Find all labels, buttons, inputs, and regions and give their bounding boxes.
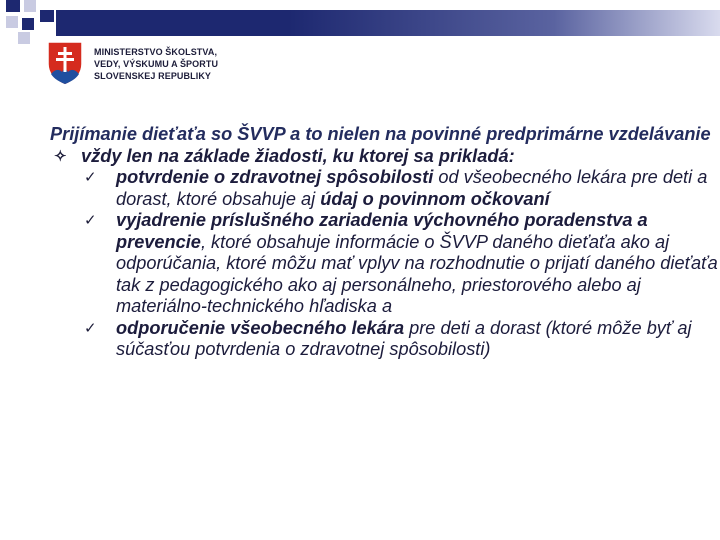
item-3-bold: odporučenie všeobecného lekára: [116, 317, 405, 338]
item-2-bold: vyjadrenie príslušného zariadenia výchovného poradenstva a prevencie: [116, 210, 648, 252]
item-3-text: pre deti a dorast (ktoré môže byť aj súčasťou potvrdenia o zdravotnej spôsobilosti): [116, 317, 692, 359]
ministry-line-1: MINISTERSTVO ŠKOLSTVA,: [94, 47, 218, 57]
list-item-1: [50, 167, 718, 210]
list-item-3: [50, 318, 718, 361]
item-1-bold-emphasis: údaj o povinnom očkovaní: [320, 188, 550, 209]
header-bar: [56, 10, 720, 36]
item-1-text: od všeobecného lekára pre deti a dorast, ktoré obsahuje aj: [116, 167, 708, 209]
item-2-text: , ktoré obsahuje informácie o ŠVVP daného dieťaťa ako aj odporúčania, ktoré môžu mať vplyv na rozhodnutie o prijatí daného dieťaťa tak z pedagogického ako aj personálneho, priestorového alebo aj materiálno-technického hľadiska a: [116, 231, 718, 316]
slide-heading: Prijímanie dieťaťa so ŠVVP a to nielen na povinné predprimárne vzdelávanie: [50, 124, 711, 144]
checkmark-bullet-icon: ✓: [84, 212, 97, 229]
item-1-bold: potvrdenie o zdravotnej spôsobilosti: [116, 167, 434, 187]
main-point: [50, 146, 718, 168]
checkmark-bullet-icon: ✓: [84, 319, 97, 337]
main-point-text: vždy len na základe žiadosti, ku ktorej sa prikladá:: [81, 145, 515, 166]
slovak-coat-of-arms-icon: [46, 40, 84, 86]
ministry-name: [94, 46, 218, 82]
diamond-bullet-icon: ✧: [54, 147, 67, 165]
slide-content: [50, 124, 718, 361]
ministry-line-2: VEDY, VÝSKUMU A ŠPORTU: [94, 59, 219, 69]
checkmark-bullet-icon: ✓: [84, 169, 97, 186]
list-item-2: [50, 210, 718, 318]
ministry-line-3: SLOVENSKEJ REPUBLIKY: [94, 71, 212, 81]
